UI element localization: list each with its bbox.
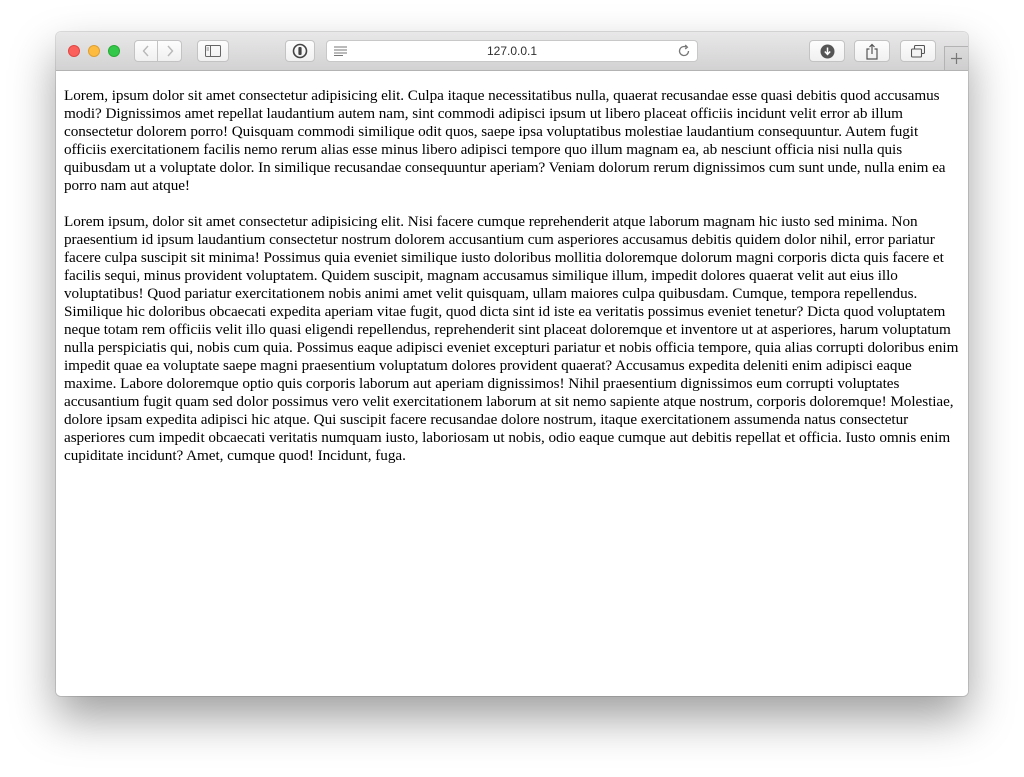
chevron-right-icon xyxy=(165,44,175,58)
download-icon xyxy=(820,44,835,59)
paragraph: Lorem, ipsum dolor sit amet consectetur adipisicing elit. Culpa itaque necessitatibus nulla, quaerat recusandae esse quasi debitis quod accusamus modi? Dignissimos amet repellat laudantium autem nam, sint commodi adipisci ipsum ut libero placeat officiis incidunt velit error ab illum consectetur dolorem porro! Quisquam commodi similique odit quos, saepe ipsa voluptatibus molestiae laudantium consequuntur. Autem fugit officiis exercitationem facilis nemo rerum alias esse minus libero adipisci tempore quo illum magnam ea, ab nesciunt officia nisi nulla quis quibusdam ut a voluptate dolor. In similique recusandae consequuntur aperiam? Veniam dolorum rerum dignissimos cum sunt unde, nulla enim ea porro nam aut atque! xyxy=(64,87,946,194)
close-window-button[interactable] xyxy=(68,45,80,57)
reader-button[interactable] xyxy=(285,40,315,62)
paragraph: Lorem ipsum, dolor sit amet consectetur adipisicing elit. Nisi facere cumque reprehenderit atque laborum magnam hic iusto sed minima. Non praesentium id ipsum laudantium consectetur nostrum dolorem accusantium cum asperiores accusamus debitis quidem dolor nihil, error pariatur facere culpa suscipit sit minima! Possimus quia eveniet similique iusto doloribus mollitia doloremque dolorum magni corporis dicta quis facere et facilis sequi, minus provident voluptatem. Quidem suscipit, magnam accusamus similique illum, impedit dolores quaerat velit aut eius illo voluptatibus! Quod pariatur exercitationem nobis animi amet velit quisquam, ullam maiores culpa quibusdam. Cumque, tempora repellendus. Similique hic doloribus obcaecati expedita aperiam vitae fugit, quod dicta sint id iste ea veritatis possimus eveniet tenetur? Dicta quod voluptatem neque totam rem officiis velit illo quasi eligendi repellendus, reprehenderit sint placeat doloremque et inventore ut at asperiores, harum voluptatum nulla perspiciatis qui, nobis cum quia. Possimus eaque adipisci eveniet excepturi pariatur et nobis officia tempore, quia alias corrupti doloribus enim impedit quae ea voluptate saepe magni praesentium voluptatum dolores provident quaerat? Accusamus expedita deleniti enim adipisci eaque maxime. Labore doloremque optio quis corporis laborum aut aperiam dignissimos! Nihil praesentium dignissimos eum corrupti voluptates accusantium fugit quam sed dolor possimus vero velit exercitationem laborum at sit nemo sapiente atque nostrum, corporis doloremque! Molestiae, dolore ipsam expedita adipisci hic atque. Qui suscipit facere recusandae dolore nostrum, itaque exercitationem assumenda natus consectetur asperiores cum impedit obcaecati veritatis numquam iusto, laboriosam ut nobis, odio eaque cumque aut debitis repellat et officia. Iusto omnis enim cupiditate incidunt? Amet, cumque quod! Incidunt, fuga. xyxy=(64,213,959,464)
browser-window xyxy=(56,32,968,696)
browser-toolbar xyxy=(56,32,968,71)
address-bar[interactable] xyxy=(326,40,698,62)
new-tab-button[interactable] xyxy=(944,46,968,70)
forward-button[interactable] xyxy=(158,40,182,62)
minimize-window-button[interactable] xyxy=(88,45,100,57)
zoom-window-button[interactable] xyxy=(108,45,120,57)
sidebar-icon xyxy=(205,45,221,57)
back-button[interactable] xyxy=(134,40,158,62)
url-text[interactable]: 127.0.0.1 xyxy=(486,44,538,58)
sidebar-button[interactable] xyxy=(197,40,229,62)
reader-icon xyxy=(292,43,308,59)
reload-icon[interactable] xyxy=(677,44,691,58)
tabs-icon xyxy=(911,45,925,58)
downloads-button[interactable] xyxy=(809,40,845,62)
chevron-left-icon xyxy=(141,44,151,58)
share-icon xyxy=(865,43,879,60)
share-button[interactable] xyxy=(854,40,890,62)
plus-icon xyxy=(951,53,962,64)
show-tabs-button[interactable] xyxy=(900,40,936,62)
page-content xyxy=(56,71,968,696)
